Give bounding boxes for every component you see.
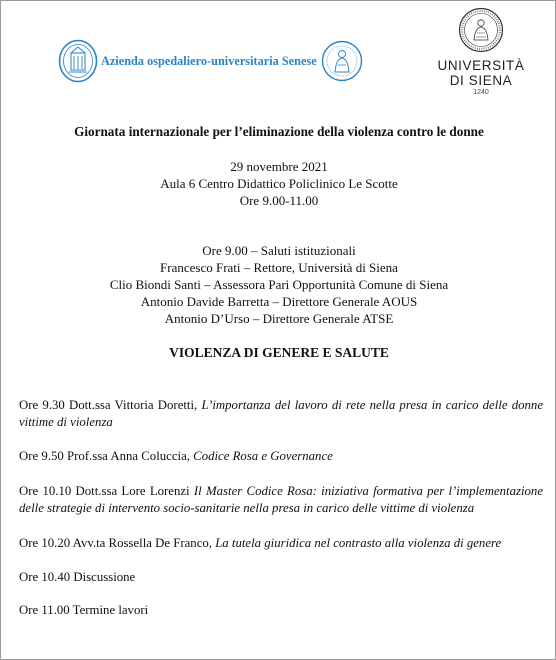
greetings-line: Ore 9.00 – Saluti istituzionali — [202, 243, 356, 258]
aous-name: Azienda ospedaliero-universitaria Senese — [101, 53, 317, 68]
program-item — [19, 448, 543, 465]
event-venue: Aula 6 Centro Didattico Policlinico Le Scotte — [160, 176, 398, 191]
program-time-speaker: Ore 9.50 Prof.ssa Anna Coluccia, — [19, 449, 194, 463]
event-time: Ore 9.00-11.00 — [239, 193, 319, 208]
program-talk-title: L’importanza del lavoro di rete nella presa in carico delle donne vittime di violenza — [19, 398, 543, 429]
program-talk-title: La tutela giuridica nel contrasto alla violenza di genere — [215, 536, 502, 550]
event-title: Giornata internazionale per l’eliminazione della violenza contro le donne — [74, 124, 484, 139]
unisi-name-line2: DI SIENA — [449, 73, 513, 88]
program-item — [19, 569, 543, 586]
program-item — [19, 535, 543, 552]
program-time-speaker: Ore 10.10 Dott.ssa Lore Lorenzi — [19, 484, 194, 498]
unisi-name-line1: UNIVERSITÀ — [437, 58, 525, 73]
unisi-logo — [425, 7, 537, 96]
program-time-speaker: Ore 9.30 Dott.ssa Vittoria Doretti, — [19, 398, 202, 412]
program-time-speaker: Ore 10.40 Discussione — [19, 570, 136, 584]
section-title: VIOLENZA DI GENERE E SALUTE — [169, 345, 389, 360]
greetings-line: Francesco Frati – Rettore, Università di Siena — [160, 260, 398, 275]
aous-logo — [58, 39, 363, 83]
program-time-speaker: Ore 10.20 Avv.ta Rossella De Franco, — [19, 536, 216, 550]
program-time-speaker: Ore 11.00 Termine lavori — [19, 603, 149, 617]
greetings-line: Antonio D’Urso – Direttore Generale ATSE — [164, 311, 394, 326]
program-item — [19, 602, 543, 619]
program-item — [19, 483, 543, 516]
program-talk-title: Il Master Codice Rosa: iniziativa formativa per l’implementazione delle strategie di intervento socio-sanitarie nella presa in carico delle vittime di violenza — [19, 484, 543, 515]
aous-emblem-icon — [58, 39, 98, 83]
event-date: 29 novembre 2021 — [230, 159, 328, 174]
aous-seal-icon — [321, 39, 363, 83]
greetings-line: Antonio Davide Barretta – Direttore Generale AOUS — [140, 294, 418, 309]
program-talk-title: Codice Rosa e Governance — [193, 449, 333, 463]
greetings-line: Clio Biondi Santi – Assessora Pari Opportunità Comune di Siena — [109, 277, 449, 292]
unisi-seal-icon — [458, 7, 504, 53]
unisi-founding-year: 1240 — [473, 89, 489, 96]
program-item — [19, 397, 543, 430]
